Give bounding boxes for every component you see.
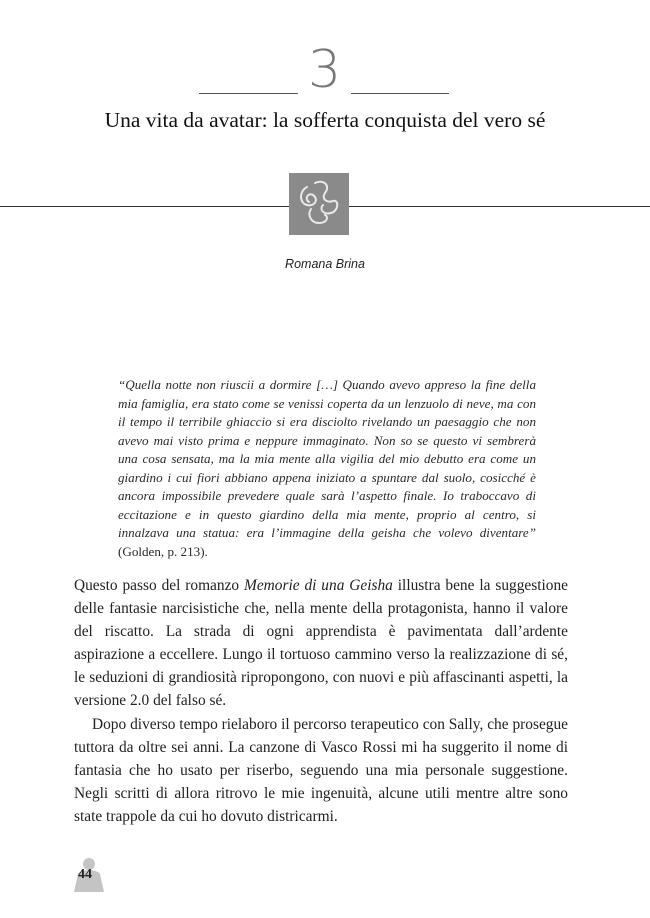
chapter-title: Una vita da avatar: la sofferta conquista del vero sé [104,108,546,132]
chapter-rule-right [351,93,449,94]
body-text [74,574,568,828]
paragraph-1-rest: illustra bene la suggestione delle fantasie narcisistiche che, nella mente della protagonista, hanno il valore del riscatto. La strada di ogni apprendista è pavimentata dall’ardente aspirazione a eccellere. Lungo il tortuoso cammino verso la realizzazione di sé, le seduzioni di grandiosità ripropongono, con nuovi e più affascinanti aspetti, la versione 2.0 del falso sé. [74,577,569,710]
chapter-number-row [0,40,650,104]
paragraph-1 [74,574,568,713]
author-name: Romana Brina [285,257,365,271]
epigraph-quote: “Quella notte non riuscii a dormire […] Quando avevo appreso la fine della mia famiglia, era stato come se venissi coperta da un lenzuolo di neve, ma con il tempo il terribile ghiaccio si era disciolto rivelando un paesaggio che non avevo mai visto prima e neppure immaginato. Non so se questo vi sembrerà una cosa sensata, ma la mia mente alla vigilia del mio debutto era come un giardino i cui fiori abbiano appena iniziato a spuntare dal suolo, cosicché è ancora impossibile prevedere quale sarà l’aspetto finale. Io traboccavo di eccitazione e in questo giardino della mia mente, proprio al centro, si innalzava una statua: era l’immagine della geisha che volevo diventare” [118,377,536,540]
epigraph-citation: (Golden, p. 213). [118,543,208,559]
epigraph [118,376,536,561]
chapter-number: 3 [307,40,342,100]
book-title: Memorie di una Geisha [244,577,393,594]
page-number: 44 [78,867,92,882]
page-footer [70,856,112,892]
paragraph-1-start: Questo passo del romanzo [74,577,244,594]
paragraph-2: Dopo diverso tempo rielaboro il percorso terapeutico con Sally, che prosegue tuttora da oltre sei anni. La canzone di Vasco Rossi mi ha suggerito il nome di fantasia che ho usato per riserbo, seguendo una mia personale suggestione. Negli scritti di allora ritrovo le mie ingenuità, alcune utili mentre altre sono state trappole da cui ho dovuto districarmi. [74,715,568,825]
chapter-rule-left [199,93,298,94]
chapter-emblem-icon [289,173,349,235]
